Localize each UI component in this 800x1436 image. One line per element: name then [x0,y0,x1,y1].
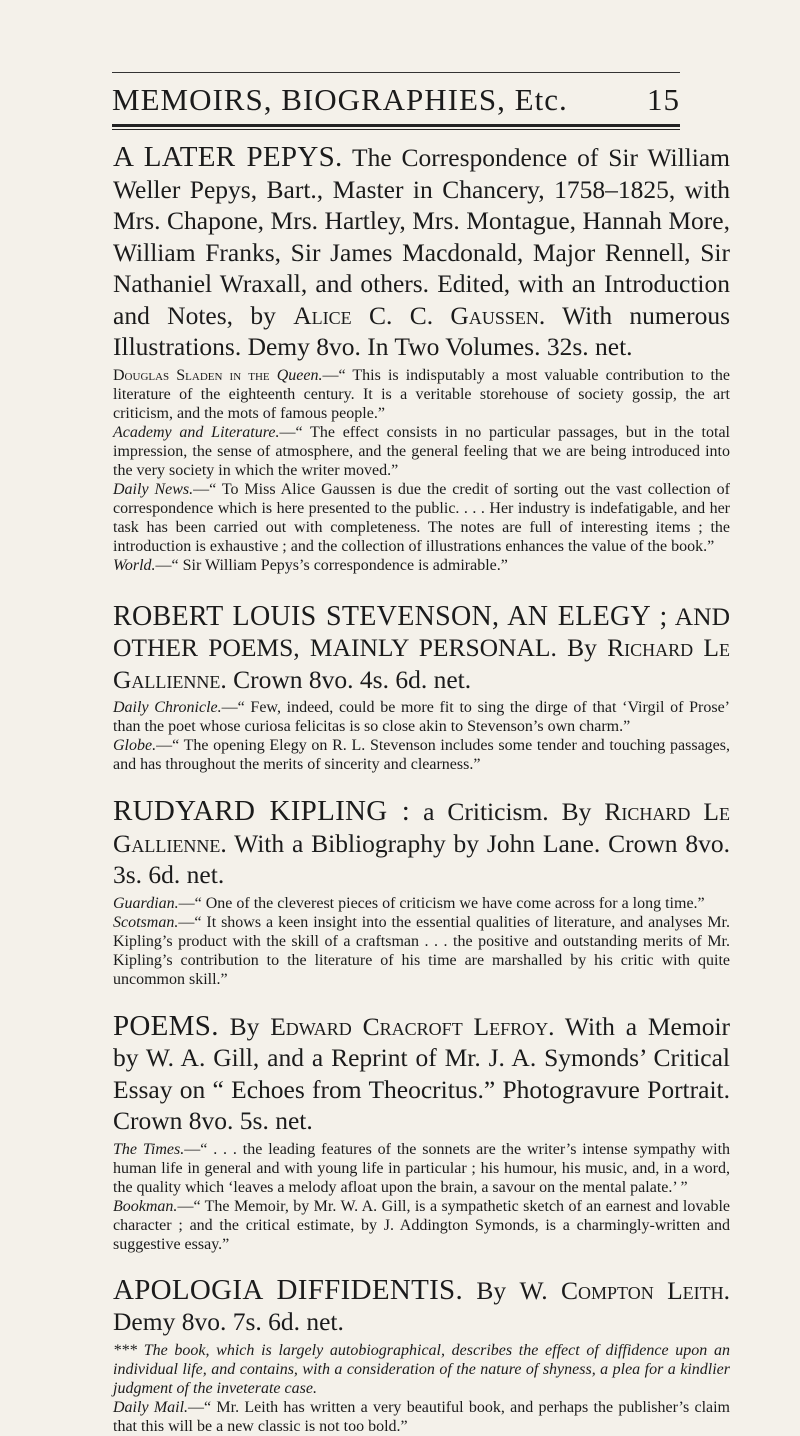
entry-body: a Criticism. By [423,797,592,826]
review [113,366,730,423]
catalogue-content [113,142,730,1436]
entry-author: Edward Cracroft Lefroy. [270,1011,555,1041]
review-list [113,1140,730,1254]
entry-title: ROBERT LOUIS STEVENSON, AN ELEGY ; [113,600,668,632]
entry-tail: With a Bibliography by John Lane. Crown 8vo. 3s. 6d. net. [113,828,730,889]
review-text: —“ Few, indeed, could be more fit to sing the dirge of that ‘Virgil of Prose’ than the poet whose curiosa felicitas is so close akin to Stevenson’s own charm.” [113,699,730,735]
entry-heading [113,601,730,696]
entry-tail: With numerous Illustrations. Demy 8vo. In Two Volumes. 32s. net. [113,300,731,361]
review-source: Scotsman. [113,913,179,931]
review-text: —“ . . . the leading features of the sonnets are the writer’s intense sympathy with human life in general and with young life in particular ; his humour, his music, and, in a word, the quality which ‘leaves a melody afloat upon the brain, a savour on the mental palate.’ ” [113,1140,731,1196]
entry-heading [113,1011,730,1137]
review-source: The Times. [113,1140,185,1158]
review [113,1398,730,1436]
review-text: —“ The effect consists in no particular passages, but in the total impression, the sense of atmosphere, and the general feeling that we are being introduced into the very society in which the writer moved.” [113,423,730,479]
review-text: —“ One of the cleverest pieces of criticism we have come across for a long time.” [178,894,705,912]
entry-heading [113,796,730,891]
entry-tail: Crown 8vo. 4s. 6d. net. [233,664,472,694]
review [113,894,730,913]
review-source: Bookman. [113,1197,178,1215]
review [113,480,730,556]
review-text: —“ It shows a keen insight into the essential qualities of literature, and analyses Mr. Kipling’s product with the skill of a craftsman . . . the positive and outstanding merits of Mr. Kipling’s contribution to the literature of his time are marshalled by his critic with quite uncommon skill.” [113,913,730,988]
catalogue-entry [113,1275,730,1436]
entry-author: W. Compton Leith. [519,1275,731,1305]
review-lead: Douglas Sladen in the [113,366,270,384]
header-rule-thin [112,129,680,130]
entry-title: APOLOGIA DIFFIDENTIS. [113,1273,464,1306]
page-number: 15 [647,82,680,117]
top-rule [112,72,680,73]
review-text: —“ This is indisputably a most valuable contribution to the literature of the eighteenth century. It is a veritable storehouse of society gossip, the art criticism, and the mots of famous people.” [113,366,731,422]
entry-tail: Demy 8vo. 7s. 6d. net. [113,1307,344,1336]
entry-note: *** The book, which is largely autobiographical, describes the effect of diffidence upon an individual life, and contains, with a consideration of the nature of shyness, a plea for a kindlier judgment of the inveterate case. [113,1341,730,1397]
catalogue-entry [113,601,730,775]
review-text: —“ Mr. Leith has written a very beautiful book, and perhaps the publisher’s claim that this will be a new classic is not too bold.” [113,1398,731,1435]
catalogue-entry [113,1011,730,1254]
review [113,913,730,989]
review [113,1197,730,1254]
review-source: Globe. [113,737,157,754]
entry-author: Richard Le Gallienne. [113,633,731,694]
entry-tail: With a Memoir by W. A. Gill, and a Reprint of Mr. J. A. Symonds’ Critical Essay on “ Echoes from Theocritus.” Photogravure Portrait. Crown 8vo. 5s. net. [113,1011,731,1135]
review [113,698,730,736]
review [113,736,730,774]
catalogue-entry [113,142,730,575]
review [113,556,730,575]
review-source: Queen. [276,366,323,384]
review-source: Daily Mail. [113,1398,189,1416]
entry-body: The Correspondence of Sir William Weller Pepys, Bart., Master in Chancery, 1758–1825, with Mrs. Chapone, Mrs. Hartley, Mrs. Montague, Hannah More, William Franks, Sir James Macdonald, Major Rennell, Sir Nathaniel Wraxall, and others. Edited, with an Introduction and Notes, by [113,143,730,330]
running-header [112,82,680,118]
entry-body: By [476,1275,507,1305]
catalogue-entry [113,796,730,989]
entry-title: POEMS. [113,1009,219,1042]
review-source: Daily Chronicle. [113,699,222,716]
entry-body: AND OTHER POEMS, MAINLY PERSONAL. By [113,601,731,662]
review-text: —“ The opening Elegy on R. L. Stevenson includes some tender and touching passages, and has throughout the merits of sincerity and clearness.” [113,737,730,773]
review-source: Daily News. [113,480,194,498]
entry-heading [113,1275,730,1338]
header-title: MEMOIRS, BIOGRAPHIES, Etc. [112,82,568,117]
review-source: Guardian. [113,894,179,912]
entry-body: By [229,1011,260,1041]
entry-author: Alice C. C. Gaussen. [293,300,546,330]
review [113,1140,730,1197]
entry-heading [113,142,730,363]
entry-title: RUDYARD KIPLING : [113,795,411,827]
review-source: World. [113,556,156,574]
review-source: Academy and Literature. [113,423,280,441]
review-list [113,894,730,989]
entry-author: Richard Le Gallienne. [113,797,730,858]
review-text: —“ The Memoir, by Mr. W. A. Gill, is a sympathetic sketch of an earnest and lovable character ; and the critical estimate, by J. Addington Symonds, is a charmingly-written and suggestive essay.” [113,1197,730,1253]
review-text: —“ Sir William Pepys’s correspondence is admirable.” [155,556,508,574]
entry-title: A LATER PEPYS. [113,141,343,173]
review-list [113,698,730,774]
review-list [113,366,730,575]
review-text: —“ To Miss Alice Gaussen is due the credit of sorting out the vast collection of correspondence which is here presented to the public. . . . Her industry is indefatigable, and her task has been carried out with completeness. The notes are full of interesting items ; the introduction is exhaustive ; and the collection of illustrations enhances the value of the book.” [113,480,731,555]
review-list [113,1341,730,1436]
review [113,423,730,480]
header-rule [112,124,680,127]
